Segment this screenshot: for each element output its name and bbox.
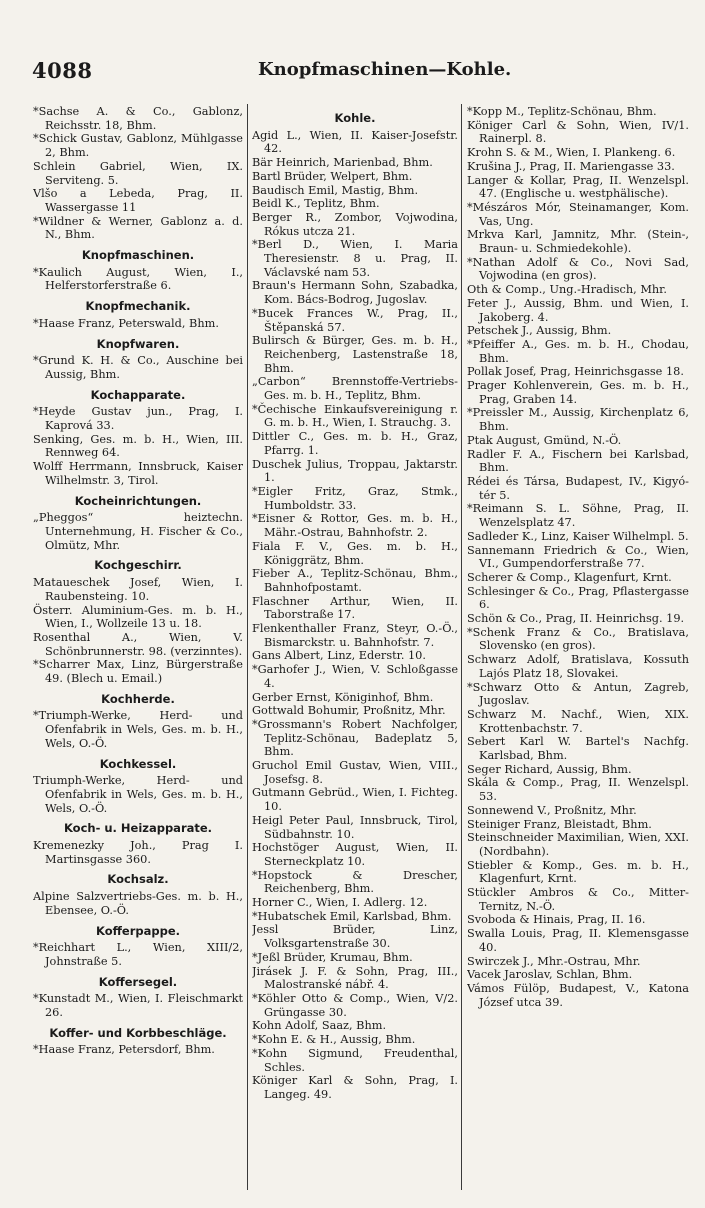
directory-entry: Gerber Ernst, Königinhof, Bhm. xyxy=(252,690,434,704)
directory-entry: Pollak Josef, Prag, Heinrichsgasse 18. xyxy=(467,365,684,379)
directory-entry: Heigl Peter Paul, Innsbruck, Tirol, Südbahnstr. 10. xyxy=(252,813,458,841)
directory-entry: Alpine Salzvertriebs-Ges. m. b. H., Ebensee, O.-Ö. xyxy=(33,890,243,917)
page-header xyxy=(0,58,705,88)
section-heading: Koffersegel. xyxy=(98,974,178,989)
directory-entry: Gruchol Emil Gustav, Wien, VIII., Josefsg. 8. xyxy=(252,759,458,786)
directory-entry: Schwarz M. Nachf., Wien, XIX. Krottenbachstr. 7. xyxy=(467,707,689,735)
section-heading: Koffer- und Korbbeschläge. xyxy=(49,1025,227,1040)
directory-entry: Schwarz Adolf, Bratislava, Kossuth Lajós Platz 18, Slovakei. xyxy=(467,653,689,680)
directory-entry: Steinschneider Maximilian, Wien, XXI. (Nordbahn). xyxy=(467,831,689,858)
directory-entry: *Haase Franz, Peterswald, Bhm. xyxy=(33,316,219,330)
page-number: 4088 xyxy=(32,58,93,83)
directory-entry: *Eigler Fritz, Graz, Stmk., Humboldstr. 33. xyxy=(252,484,458,512)
directory-entry: Swalla Louis, Prag, II. Klemensgasse 40. xyxy=(467,927,689,954)
section-heading: Kochsalz. xyxy=(107,872,169,887)
directory-entry: *Reimann S. L. Söhne, Prag, II. Wenzelsplatz 47. xyxy=(467,502,689,530)
section-heading: Kochapparate. xyxy=(90,387,186,402)
directory-entry: Horner C., Wien, I. Adlerg. 12. xyxy=(252,896,428,910)
directory-entry: Gottwald Bohumir, Proßnitz, Mhr. xyxy=(252,704,446,718)
directory-entry: Bär Heinrich, Marienbad, Bhm. xyxy=(252,156,433,170)
section-heading: Kohle. xyxy=(334,111,376,125)
directory-entry: Svoboda & Hinais, Prag, II. 16. xyxy=(467,913,646,927)
directory-entry: Krohn S. & M., Wien, I. Plankeng. 6. xyxy=(467,146,676,160)
directory-entry: *Jeßl Brüder, Krumau, Bhm. xyxy=(252,950,413,964)
directory-entry: Triumph-Werke, Herd- und Ofenfabrik in Wels, Ges. m. b. H., Wels, O.-Ö. xyxy=(33,774,243,815)
column-divider-right xyxy=(461,104,462,1190)
directory-entry: *Kunstadt M., Wien, I. Fleischmarkt 26. xyxy=(33,992,243,1020)
directory-entry: *Kaulich August, Wien, I., Helferstorferstraße 6. xyxy=(33,265,243,293)
directory-entry: Gutmann Gebrüd., Wien, I. Fichteg. 10. xyxy=(252,786,458,814)
directory-entry: Vámos Fülöp, Budapest, V., Katona József utca 39. xyxy=(467,982,689,1009)
directory-entry: *Reichhart L., Wien, XIII/2, Johnstraße 5. xyxy=(33,941,243,968)
directory-entry: Feter J., Aussig, Bhm. und Wien, I. Jakoberg. 4. xyxy=(467,296,689,324)
section-heading: Kochgeschirr. xyxy=(94,558,182,573)
directory-entry: Beidl K., Teplitz, Bhm. xyxy=(252,197,380,211)
directory-entry: Kremenezky Joh., Prag I. Martinsgasse 360. xyxy=(33,839,243,866)
directory-entry: Sadleder K., Linz, Kaiser Wilhelmpl. 5. xyxy=(467,529,689,543)
directory-entry: Flaschner Arthur, Wien, II. Taborstraße 17. xyxy=(252,594,458,622)
directory-entry: *Berl D., Wien, I. Maria Theresienstr. 8 u. Prag, II. Václavské nam 53. xyxy=(252,238,458,279)
directory-entry: Vacek Jaroslav, Schlan, Bhm. xyxy=(467,968,633,982)
directory-entry: *Schick Gustav, Gablonz, Mühlgasse 2, Bhm. xyxy=(33,132,243,160)
column-middle xyxy=(252,105,458,1195)
directory-entry: Bartl Brüder, Welpert, Bhm. xyxy=(252,169,413,183)
directory-entry: Langer & Kollar, Prag, II. Wenzelspl. 47. (Englische u. westphälische). xyxy=(467,173,689,201)
column-left xyxy=(33,105,243,1195)
directory-entry: „Pheggos“ heiztechn. Unternehmung, H. Fischer & Co., Olmütz, Mhr. xyxy=(33,511,243,552)
column-divider-left xyxy=(247,104,248,1190)
section-heading: Kofferpappe. xyxy=(95,923,181,938)
directory-entry: Stückler Ambros & Co., Mitter-Ternitz, N.-Ö. xyxy=(467,886,689,913)
directory-entry: *Haase Franz, Petersdorf, Bhm. xyxy=(33,1043,215,1057)
directory-entry: *Scharrer Max, Linz, Bürgerstraße 49. (Blech u. Email.) xyxy=(33,658,243,686)
directory-entry: *Triumph-Werke, Herd- und Ofenfabrik in Wels, Ges. m. b. H., Wels, O.-Ö. xyxy=(33,709,243,750)
directory-entry: *Heyde Gustav jun., Prag, I. Kaprová 33. xyxy=(33,405,243,433)
directory-entry: Oth & Comp., Ung.-Hradisch, Mhr. xyxy=(467,283,667,297)
directory-entry: Sebert Karl W. Bartel's Nachfg. Karlsbad, Bhm. xyxy=(467,735,689,763)
directory-entry: *Hopstock & Drescher, Reichenberg, Bhm. xyxy=(252,868,458,896)
directory-entry: Fieber A., Teplitz-Schönau, Bhm., Bahnhofpostamt. xyxy=(252,567,458,594)
directory-entry: Mrkva Karl, Jamnitz, Mhr. (Stein-, Braun- u. Schmiedekohle). xyxy=(467,228,689,256)
directory-entry: *Nathan Adolf & Co., Novi Sad, Vojwodina (en gros). xyxy=(467,255,689,283)
directory-entry: *Pfeiffer A., Ges. m. b. H., Chodau, Bhm. xyxy=(467,337,689,365)
directory-entry: Hochstöger August, Wien, II. Sterneckplatz 10. xyxy=(252,841,458,868)
directory-entry: Baudisch Emil, Mastig, Bhm. xyxy=(252,183,419,197)
directory-entry: Stiebler & Komp., Ges. m. b. H., Klagenfurt, Krnt. xyxy=(467,858,689,886)
directory-entry: *Schwarz Otto & Antun, Zagreb, Jugoslav. xyxy=(467,680,689,708)
directory-entry: *Bucek Frances W., Prag, II., Štěpanská 57. xyxy=(252,306,458,334)
directory-entry: *Preissler M., Aussig, Kirchenplatz 6, Bhm. xyxy=(467,406,689,434)
directory-entry: Flenkenthaller Franz, Steyr, O.-Ö., Bismarckstr. u. Bahnhofstr. 7. xyxy=(252,622,458,649)
section-heading: Kochherde. xyxy=(101,691,175,706)
directory-entry: *Garhofer J., Wien, V. Schloßgasse 4. xyxy=(252,663,458,690)
directory-entry: Fiala F. V., Ges. m. b. H., Königgrätz, Bhm. xyxy=(252,539,458,567)
directory-entry: *Köhler Otto & Comp., Wien, V/2. Grüngasse 30. xyxy=(252,992,458,1019)
directory-entry: Schlein Gabriel, Wien, IX. Serviteng. 5. xyxy=(33,159,243,187)
directory-entry: Petschek J., Aussig, Bhm. xyxy=(467,324,612,338)
section-heading: Knopfmaschinen. xyxy=(81,248,195,263)
directory-entry: Kohn Adolf, Saaz, Bhm. xyxy=(252,1019,387,1033)
directory-entry: Prager Kohlenverein, Ges. m. b. H., Prag, Graben 14. xyxy=(467,379,689,406)
directory-entry: Rosenthal A., Wien, V. Schönbrunnerstr. 98. (verzinntes). xyxy=(33,630,243,658)
directory-entry: Scherer & Comp., Klagenfurt, Krnt. xyxy=(467,570,672,584)
section-heading: Kocheinrichtungen. xyxy=(74,493,202,508)
directory-entry: *Kohn E. & H., Aussig, Bhm. xyxy=(252,1033,416,1047)
directory-entry: Vlšo a Lebeda, Prag, II. Wassergasse 11 xyxy=(33,187,243,214)
directory-entry: Seger Richard, Aussig, Bhm. xyxy=(467,762,632,776)
directory-entry: Senking, Ges. m. b. H., Wien, III. Rennweg 64. xyxy=(33,432,243,460)
directory-entry: Rédei és Társa, Budapest, IV., Kigyó-tér 5. xyxy=(467,474,689,502)
directory-entry: *Sachse A. & Co., Gablonz, Reichsstr. 18, Bhm. xyxy=(33,105,243,132)
directory-entry: Wolff Herrmann, Innsbruck, Kaiser Wilhelmstr. 3, Tirol. xyxy=(33,460,243,487)
directory-entry: Berger R., Zombor, Vojwodina, Rókus utcza 21. xyxy=(252,210,458,238)
directory-entry: „Carbon“ Brennstoffe-Vertriebs-Ges. m. b. H., Teplitz, Bhm. xyxy=(252,375,458,403)
directory-entry: Agid L., Wien, II. Kaiser-Josefstr. 42. xyxy=(252,128,458,156)
directory-entry: Krušina J., Prag, II. Mariengasse 33. xyxy=(467,159,675,173)
directory-entry: *Kopp M., Teplitz-Schönau, Bhm. xyxy=(467,105,657,118)
directory-entry: Österr. Aluminium-Ges. m. b. H., Wien, I., Wollzeile 13 u. 18. xyxy=(33,603,243,631)
directory-entry: *Eisner & Rottor, Ges. m. b. H., Mähr.-Ostrau, Bahnhofstr. 2. xyxy=(252,512,458,540)
directory-entry: Steiniger Franz, Bleistadt, Bhm. xyxy=(467,817,652,831)
directory-entry: Mataueschek Josef, Wien, I. Raubensteing. 10. xyxy=(33,576,243,603)
directory-entry: Königer Carl & Sohn, Wien, IV/1. Rainerpl. 8. xyxy=(467,118,689,146)
directory-entry: *Schenk Franz & Co., Bratislava, Slovensko (en gros). xyxy=(467,625,689,653)
directory-entry: Gans Albert, Linz, Ederstr. 10. xyxy=(252,649,426,663)
column-right xyxy=(467,105,689,1195)
section-heading: Koch- u. Heizapparate. xyxy=(63,821,213,836)
directory-entry: Sannemann Friedrich & Co., Wien, VI., Gumpendorferstraße 77. xyxy=(467,543,689,571)
directory-entry: *Grossmann's Robert Nachfolger, Teplitz-Schönau, Badeplatz 5, Bhm. xyxy=(252,717,458,759)
directory-entry: Jessl Brüder, Linz, Volksgartenstraße 30. xyxy=(252,923,458,951)
directory-entry: Schlesinger & Co., Prag, Pflastergasse 6. xyxy=(467,584,689,612)
directory-entry: Swirczek J., Mhr.-Ostrau, Mhr. xyxy=(467,954,641,968)
directory-entry: *Kohn Sigmund, Freudenthal, Schles. xyxy=(252,1046,458,1074)
section-heading: Kochkessel. xyxy=(99,756,177,771)
section-heading: Knopfwaren. xyxy=(96,336,180,351)
directory-entry: *Hubatschek Emil, Karlsbad, Bhm. xyxy=(252,909,452,923)
directory-entry: Radler F. A., Fischern bei Karlsbad, Bhm. xyxy=(467,447,689,475)
running-title: Knopfmaschinen—Kohle. xyxy=(258,59,512,80)
directory-entry: Dittler C., Ges. m. b. H., Graz, Pfarrg. 1. xyxy=(252,430,458,457)
directory-entry: Jirásek J. F. & Sohn, Prag, III., Malostranské nábř. 4. xyxy=(252,964,458,992)
directory-entry: Skála & Comp., Prag, II. Wenzelspl. 53. xyxy=(467,776,689,804)
directory-entry: Duschek Julius, Troppau, Jaktarstr. 1. xyxy=(252,457,458,485)
directory-entry: Sonnewend V., Proßnitz, Mhr. xyxy=(467,803,637,817)
directory-entry: *Wildner & Werner, Gablonz a. d. N., Bhm. xyxy=(33,214,243,242)
directory-entry: Königer Karl & Sohn, Prag, I. Langeg. 49. xyxy=(252,1074,458,1101)
directory-entry: Braun's Hermann Sohn, Szabadka, Kom. Bács-Bodrog, Jugoslav. xyxy=(252,279,458,307)
directory-entry: Ptak August, Gmünd, N.-Ö. xyxy=(467,433,622,447)
directory-entry: Bulirsch & Bürger, Ges. m. b. H., Reichenberg, Lastenstraße 18, Bhm. xyxy=(252,334,458,375)
directory-entry: Schön & Co., Prag, II. Heinrichsg. 19. xyxy=(467,612,685,626)
directory-entry: *Čechische Einkaufsvereinigung r. G. m. b. H., Wien, I. Strauchg. 3. xyxy=(252,402,458,430)
directory-entry: *Mészáros Mór, Steinamanger, Kom. Vas, Ung. xyxy=(467,200,689,228)
section-heading: Knopfmechanik. xyxy=(85,299,191,314)
directory-entry: *Grund K. H. & Co., Auschine bei Aussig, Bhm. xyxy=(33,354,243,381)
